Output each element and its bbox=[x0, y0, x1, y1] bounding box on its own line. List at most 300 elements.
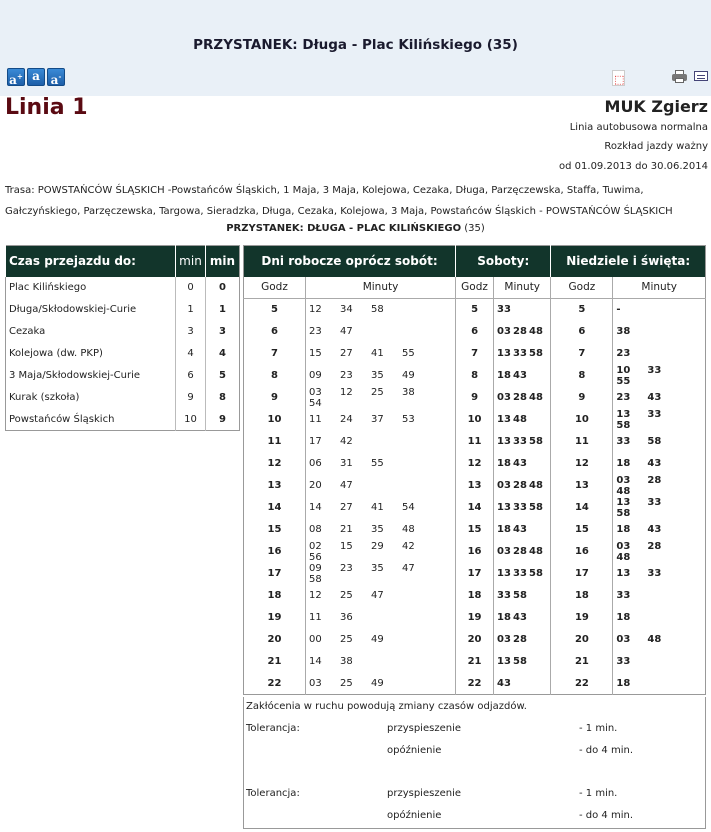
timetable-row bbox=[244, 541, 706, 563]
departure-minute: 11 bbox=[309, 414, 322, 425]
departure-minute: 49 bbox=[371, 634, 384, 645]
departure-minute: 41 bbox=[371, 502, 384, 513]
saturday-minutes bbox=[494, 629, 551, 651]
departure-minute: 48 bbox=[402, 524, 415, 535]
weekday-minutes bbox=[306, 321, 456, 343]
departure-minute: 23 bbox=[616, 348, 631, 359]
departure-minute: 35 bbox=[371, 562, 384, 574]
line-type: Linia autobusowa normalna bbox=[569, 122, 708, 133]
departure-minute: 28 bbox=[513, 634, 527, 645]
departure-minute: 29 bbox=[371, 540, 384, 552]
early-label: przyspieszenie bbox=[387, 723, 461, 734]
departure-minute: 38 bbox=[616, 326, 631, 337]
validity-period: od 01.09.2013 do 30.06.2014 bbox=[559, 161, 708, 172]
departure-minute: 58 bbox=[309, 573, 322, 585]
travel-min-a: 4 bbox=[176, 343, 206, 365]
hour-cell: 17 bbox=[267, 568, 282, 579]
hour-cell: 18 bbox=[456, 585, 494, 607]
departure-minute: 58 bbox=[529, 348, 543, 359]
hour-cell: 21 bbox=[551, 651, 613, 673]
travel-stop-name: 3 Maja/Skłodowskiej-Curie bbox=[9, 370, 140, 381]
saturday-minutes bbox=[494, 365, 551, 387]
hour-cell: 14 bbox=[456, 497, 494, 519]
early-value: - 1 min. bbox=[579, 723, 618, 734]
weekday-minutes bbox=[306, 475, 456, 497]
departure-minute: 23 bbox=[340, 562, 353, 574]
departure-minute: 12 bbox=[309, 590, 322, 601]
departure-minute: 58 bbox=[529, 502, 543, 513]
departure-minute: 13 bbox=[616, 496, 631, 508]
stop-name: PRZYSTANEK: DŁUGA - PLAC KILIŃSKIEGO bbox=[226, 223, 462, 234]
departure-minute: 06 bbox=[309, 458, 322, 469]
hour-cell: 10 bbox=[267, 414, 282, 425]
minuty-header: Minuty bbox=[494, 277, 551, 299]
travel-min-a: 9 bbox=[176, 387, 206, 409]
late-label: opóźnienie bbox=[387, 810, 442, 821]
departure-minute: 25 bbox=[371, 386, 384, 398]
departure-minute: 35 bbox=[371, 524, 384, 535]
departure-minute: 47 bbox=[371, 590, 384, 601]
travel-col-min-2: min bbox=[206, 246, 240, 277]
sunday-minutes bbox=[613, 673, 706, 695]
departure-minute: 03 bbox=[309, 386, 322, 398]
weekday-minutes bbox=[306, 607, 456, 629]
departure-minute: 15 bbox=[309, 348, 322, 359]
departure-minute: 17 bbox=[309, 436, 322, 447]
departure-minute: 10 bbox=[616, 364, 631, 376]
departure-minute: 28 bbox=[513, 546, 527, 557]
sunday-minutes bbox=[613, 607, 706, 629]
departure-minute: 23 bbox=[340, 370, 353, 381]
late-value: - do 4 min. bbox=[579, 745, 634, 756]
departure-minute: 38 bbox=[340, 656, 353, 667]
departure-minute: 55 bbox=[402, 348, 415, 359]
hour-cell: 6 bbox=[551, 321, 613, 343]
hour-cell: 17 bbox=[551, 563, 613, 585]
weekdays-header: Dni robocze oprócz sobót: bbox=[244, 246, 456, 277]
departure-minute: 49 bbox=[371, 677, 384, 689]
hour-cell: 9 bbox=[551, 387, 613, 409]
travel-row bbox=[6, 365, 240, 387]
travel-min-b: 5 bbox=[206, 365, 240, 387]
travel-row bbox=[6, 277, 240, 299]
sunday-minutes bbox=[613, 585, 706, 607]
weekday-minutes bbox=[306, 519, 456, 541]
hour-cell: 8 bbox=[456, 365, 494, 387]
hour-cell: 6 bbox=[271, 326, 278, 337]
sunday-minutes bbox=[613, 519, 706, 541]
departure-minute: 35 bbox=[371, 370, 384, 381]
departure-minute: 42 bbox=[402, 540, 415, 552]
departure-minute: 08 bbox=[309, 524, 322, 535]
departure-minute: 47 bbox=[402, 562, 415, 574]
departure-minute: 48 bbox=[529, 480, 543, 491]
sunday-minutes bbox=[613, 629, 706, 651]
font-larger-button[interactable]: a+ bbox=[7, 68, 25, 86]
timetable-row bbox=[244, 673, 706, 695]
departure-minute: 33 bbox=[497, 304, 511, 316]
departure-minute: 48 bbox=[529, 546, 543, 557]
timetable-row bbox=[244, 519, 706, 541]
departure-minute: - bbox=[616, 304, 621, 316]
travel-col-min-1: min bbox=[176, 246, 206, 277]
departure-minute: 58 bbox=[647, 436, 662, 447]
departure-minute: 00 bbox=[309, 634, 322, 645]
weekday-minutes bbox=[306, 585, 456, 607]
travel-header: Czas przejazdu do: bbox=[6, 246, 176, 277]
travel-stop-name: Powstańców Śląskich bbox=[9, 413, 115, 425]
timetable-row bbox=[244, 453, 706, 475]
departure-minute: 48 bbox=[616, 551, 631, 563]
departure-minute: 48 bbox=[529, 326, 543, 337]
departure-minute: 48 bbox=[529, 392, 543, 403]
departure-minute: 43 bbox=[497, 677, 511, 689]
departure-minute: 24 bbox=[340, 414, 353, 425]
timetable-row bbox=[244, 651, 706, 673]
weekday-minutes bbox=[306, 409, 456, 431]
weekday-minutes bbox=[306, 453, 456, 475]
departure-minute: 58 bbox=[616, 419, 631, 431]
sundays-header: Niedziele i święta: bbox=[551, 246, 706, 277]
hour-cell: 21 bbox=[267, 656, 282, 667]
departure-minute: 33 bbox=[497, 590, 511, 601]
weekday-minutes bbox=[306, 299, 456, 321]
departure-minute: 09 bbox=[309, 370, 322, 381]
departure-minute: 31 bbox=[340, 458, 353, 469]
departure-minute: 11 bbox=[309, 612, 322, 623]
font-smaller-button[interactable]: a- bbox=[47, 68, 65, 86]
hour-cell: 8 bbox=[551, 365, 613, 387]
departure-minute: 28 bbox=[513, 480, 527, 491]
hour-cell: 9 bbox=[271, 392, 278, 403]
departure-minute: 41 bbox=[371, 348, 384, 359]
departure-minute: 03 bbox=[497, 634, 511, 645]
weekday-minutes bbox=[306, 497, 456, 519]
route-description bbox=[5, 180, 705, 222]
font-size-controls bbox=[7, 68, 65, 86]
timetable-row bbox=[244, 431, 706, 453]
departure-minute: 13 bbox=[616, 408, 631, 420]
tolerance-label: Tolerancja: bbox=[246, 723, 300, 734]
stop-subtitle bbox=[0, 223, 711, 234]
weekday-minutes bbox=[306, 541, 456, 563]
hour-cell: 13 bbox=[456, 475, 494, 497]
departure-minute: 58 bbox=[616, 507, 631, 519]
departure-minute: 54 bbox=[402, 502, 415, 513]
minuty-header: Minuty bbox=[613, 277, 706, 299]
saturday-minutes bbox=[494, 475, 551, 497]
timetable-row bbox=[244, 497, 706, 519]
saturday-minutes bbox=[494, 431, 551, 453]
departure-minute: 33 bbox=[513, 568, 527, 579]
print-icon[interactable] bbox=[672, 70, 687, 83]
hour-cell: 22 bbox=[456, 673, 494, 695]
hour-cell: 6 bbox=[456, 321, 494, 343]
departure-minute: 58 bbox=[513, 656, 527, 667]
weekday-minutes bbox=[306, 343, 456, 365]
timetable-row bbox=[244, 629, 706, 651]
pdf-icon[interactable]: ⬚ bbox=[612, 70, 625, 86]
hour-cell: 16 bbox=[267, 546, 282, 557]
travel-min-a: 6 bbox=[176, 365, 206, 387]
late-value: - do 4 min. bbox=[579, 810, 634, 821]
travel-row bbox=[6, 387, 240, 409]
tolerance-label: Tolerancja: bbox=[246, 788, 300, 799]
departure-minute: 33 bbox=[513, 348, 527, 359]
early-label: przyspieszenie bbox=[387, 788, 461, 799]
late-label: opóźnienie bbox=[387, 745, 442, 756]
travel-min-b: 0 bbox=[206, 277, 240, 299]
hour-cell: 20 bbox=[267, 634, 282, 645]
departure-minute: 25 bbox=[340, 677, 353, 689]
departure-minute: 54 bbox=[309, 397, 322, 409]
departure-minute: 33 bbox=[616, 436, 631, 447]
page-title: PRZYSTANEK: Długa - Plac Kilińskiego (35) bbox=[193, 37, 518, 53]
hour-cell: 10 bbox=[551, 409, 613, 431]
hour-cell: 17 bbox=[456, 563, 494, 585]
departure-minute: 37 bbox=[371, 414, 384, 425]
departure-minute: 18 bbox=[616, 458, 631, 469]
departure-minute: 47 bbox=[340, 480, 353, 491]
route-line-2: Gałczyńskiego, Parzęczewska, Targowa, Sieradzka, Długa, Cezaka, Kolejowa, 3 Maja, Powstańców Śląskich - POWSTAŃCÓW ŚLĄSKICH bbox=[5, 206, 673, 217]
route-line-1: Trasa: POWSTAŃCÓW ŚLĄSKICH -Powstańców Śląskich, 1 Maja, 3 Maja, Kolejowa, Cezaka, Długa, Parzęczewska, Staffa, Tuwima, bbox=[5, 185, 644, 196]
travel-min-b: 4 bbox=[206, 343, 240, 365]
departure-minute: 27 bbox=[340, 348, 353, 359]
hour-cell: 5 bbox=[456, 299, 494, 321]
departure-minute: 02 bbox=[309, 540, 322, 552]
departure-minute: 15 bbox=[340, 540, 353, 552]
sunday-minutes bbox=[613, 299, 706, 321]
departure-minute: 33 bbox=[647, 496, 662, 508]
travel-stop-name: Plac Kilińskiego bbox=[9, 282, 87, 293]
saturday-minutes bbox=[494, 519, 551, 541]
saturday-minutes bbox=[494, 321, 551, 343]
saturday-minutes bbox=[494, 343, 551, 365]
hour-cell: 13 bbox=[551, 475, 613, 497]
sunday-minutes bbox=[613, 497, 706, 519]
departure-minute: 13 bbox=[497, 502, 511, 513]
departure-minute: 58 bbox=[371, 304, 384, 316]
disclaimer-text: Zakłócenia w ruchu powodują zmiany czasów odjazdów. bbox=[246, 701, 527, 712]
hour-cell: 19 bbox=[551, 607, 613, 629]
sunday-minutes bbox=[613, 475, 706, 497]
departure-minute: 33 bbox=[616, 656, 631, 667]
departure-minute: 43 bbox=[513, 370, 527, 381]
hour-cell: 9 bbox=[456, 387, 494, 409]
departure-minute: 18 bbox=[497, 524, 511, 535]
hour-cell: 22 bbox=[551, 673, 613, 695]
saturdays-header: Soboty: bbox=[456, 246, 551, 277]
sunday-minutes bbox=[613, 541, 706, 563]
departure-minute: 43 bbox=[513, 612, 527, 623]
travel-min-b: 1 bbox=[206, 299, 240, 321]
hour-cell: 18 bbox=[551, 585, 613, 607]
departure-minute: 18 bbox=[616, 612, 631, 623]
departure-minute: 13 bbox=[497, 414, 511, 425]
departure-minute: 43 bbox=[647, 458, 662, 469]
saturday-minutes bbox=[494, 497, 551, 519]
saturday-minutes bbox=[494, 299, 551, 321]
hour-cell: 12 bbox=[267, 458, 282, 469]
timetable-row bbox=[244, 475, 706, 497]
departure-minute: 43 bbox=[647, 392, 662, 403]
departure-minute: 48 bbox=[513, 414, 527, 425]
departure-minute: 55 bbox=[371, 458, 384, 469]
departure-minute: 03 bbox=[497, 546, 511, 557]
notes-panel bbox=[243, 697, 706, 829]
travel-row bbox=[6, 321, 240, 343]
travel-stop-name: Kolejowa (dw. PKP) bbox=[9, 348, 103, 359]
hour-cell: 12 bbox=[456, 453, 494, 475]
operator-name: MUK Zgierz bbox=[604, 97, 708, 116]
hour-cell: 7 bbox=[551, 343, 613, 365]
hour-cell: 16 bbox=[551, 541, 613, 563]
saturday-minutes bbox=[494, 585, 551, 607]
departure-minute: 12 bbox=[340, 386, 353, 398]
departure-minute: 21 bbox=[340, 524, 353, 535]
saturday-minutes bbox=[494, 607, 551, 629]
departure-minute: 48 bbox=[647, 634, 662, 645]
hour-cell: 12 bbox=[551, 453, 613, 475]
sunday-minutes bbox=[613, 343, 706, 365]
departure-minute: 33 bbox=[647, 568, 662, 579]
early-value: - 1 min. bbox=[579, 788, 618, 799]
hour-cell: 16 bbox=[456, 541, 494, 563]
hour-cell: 15 bbox=[551, 519, 613, 541]
hour-cell: 5 bbox=[271, 304, 278, 316]
sunday-minutes bbox=[613, 563, 706, 585]
travel-min-b: 8 bbox=[206, 387, 240, 409]
saturday-minutes bbox=[494, 563, 551, 585]
travel-min-b: 3 bbox=[206, 321, 240, 343]
hour-cell: 14 bbox=[267, 502, 282, 513]
departure-minute: 03 bbox=[497, 480, 511, 491]
timetable-row bbox=[244, 387, 706, 409]
timetable-row bbox=[244, 343, 706, 365]
departure-minute: 25 bbox=[340, 634, 353, 645]
hour-cell: 10 bbox=[456, 409, 494, 431]
departure-minute: 18 bbox=[497, 612, 511, 623]
timetable-row bbox=[244, 409, 706, 431]
departure-minute: 53 bbox=[402, 414, 415, 425]
departure-minute: 33 bbox=[616, 590, 631, 601]
sunday-minutes bbox=[613, 387, 706, 409]
departure-minute: 56 bbox=[309, 551, 322, 563]
sunday-minutes bbox=[613, 321, 706, 343]
hour-cell: 14 bbox=[551, 497, 613, 519]
email-icon[interactable] bbox=[694, 71, 708, 81]
departure-minute: 43 bbox=[647, 524, 662, 535]
saturday-minutes bbox=[494, 453, 551, 475]
hour-cell: 20 bbox=[551, 629, 613, 651]
sunday-minutes bbox=[613, 431, 706, 453]
hour-cell: 11 bbox=[267, 436, 282, 447]
departure-minute: 03 bbox=[497, 326, 511, 337]
line-name: Linia 1 bbox=[5, 95, 88, 120]
travel-min-a: 10 bbox=[176, 409, 206, 431]
departure-minute: 42 bbox=[340, 436, 353, 447]
travel-min-a: 3 bbox=[176, 321, 206, 343]
sunday-minutes bbox=[613, 409, 706, 431]
minuty-header: Minuty bbox=[306, 277, 456, 299]
departure-minute: 43 bbox=[513, 524, 527, 535]
hour-cell: 15 bbox=[267, 524, 282, 535]
weekday-minutes bbox=[306, 673, 456, 695]
travel-min-b: 9 bbox=[206, 409, 240, 431]
departure-minute: 49 bbox=[402, 370, 415, 381]
departure-minute: 03 bbox=[497, 392, 511, 403]
departure-minute: 33 bbox=[647, 364, 662, 376]
hour-cell: 7 bbox=[271, 348, 278, 359]
hour-cell: 15 bbox=[456, 519, 494, 541]
departure-minute: 33 bbox=[513, 502, 527, 513]
sunday-minutes bbox=[613, 453, 706, 475]
departure-minute: 33 bbox=[513, 436, 527, 447]
departure-minute: 58 bbox=[513, 590, 527, 601]
departure-minute: 18 bbox=[497, 370, 511, 381]
departure-minute: 27 bbox=[340, 502, 353, 513]
travel-min-a: 1 bbox=[176, 299, 206, 321]
travel-time-table bbox=[5, 245, 240, 431]
weekday-minutes bbox=[306, 431, 456, 453]
departure-minute: 28 bbox=[513, 326, 527, 337]
timetable-validity: Rozkład jazdy ważny bbox=[604, 141, 708, 152]
hour-cell: 21 bbox=[456, 651, 494, 673]
hour-cell: 11 bbox=[551, 431, 613, 453]
departure-minute: 03 bbox=[309, 677, 322, 689]
departure-minute: 28 bbox=[647, 540, 662, 552]
weekday-minutes bbox=[306, 563, 456, 585]
hour-cell: 5 bbox=[551, 299, 613, 321]
timetable-row bbox=[244, 607, 706, 629]
travel-row bbox=[6, 299, 240, 321]
timetable-row bbox=[244, 299, 706, 321]
saturday-minutes bbox=[494, 541, 551, 563]
departure-minute: 36 bbox=[340, 612, 353, 623]
hour-cell: 11 bbox=[456, 431, 494, 453]
weekday-minutes bbox=[306, 651, 456, 673]
timetable-row bbox=[244, 321, 706, 343]
weekday-minutes bbox=[306, 629, 456, 651]
departure-minute: 13 bbox=[497, 656, 511, 667]
departure-minute: 12 bbox=[309, 304, 322, 316]
departure-minute: 58 bbox=[529, 436, 543, 447]
sunday-minutes bbox=[613, 365, 706, 387]
saturday-minutes bbox=[494, 387, 551, 409]
hour-cell: 19 bbox=[267, 612, 282, 623]
departure-minute: 13 bbox=[497, 568, 511, 579]
timetable-row bbox=[244, 365, 706, 387]
travel-stop-name: Długa/Skłodowskiej-Curie bbox=[9, 304, 137, 315]
departure-minute: 28 bbox=[513, 392, 527, 403]
departure-minute: 14 bbox=[309, 656, 322, 667]
departure-minute: 14 bbox=[309, 502, 322, 513]
departure-minute: 58 bbox=[529, 568, 543, 579]
departure-minute: 23 bbox=[616, 392, 631, 403]
departure-minute: 13 bbox=[497, 436, 511, 447]
saturday-minutes bbox=[494, 673, 551, 695]
departure-minute: 23 bbox=[309, 326, 322, 337]
departure-minute: 18 bbox=[497, 458, 511, 469]
font-normal-button[interactable]: a bbox=[27, 68, 45, 86]
stop-number: (35) bbox=[461, 223, 485, 234]
hour-cell: 20 bbox=[456, 629, 494, 651]
departure-minute: 28 bbox=[647, 474, 662, 486]
godz-header: Godz bbox=[456, 277, 494, 299]
departure-minute: 03 bbox=[616, 634, 631, 645]
travel-min-a: 0 bbox=[176, 277, 206, 299]
hour-cell: 19 bbox=[456, 607, 494, 629]
